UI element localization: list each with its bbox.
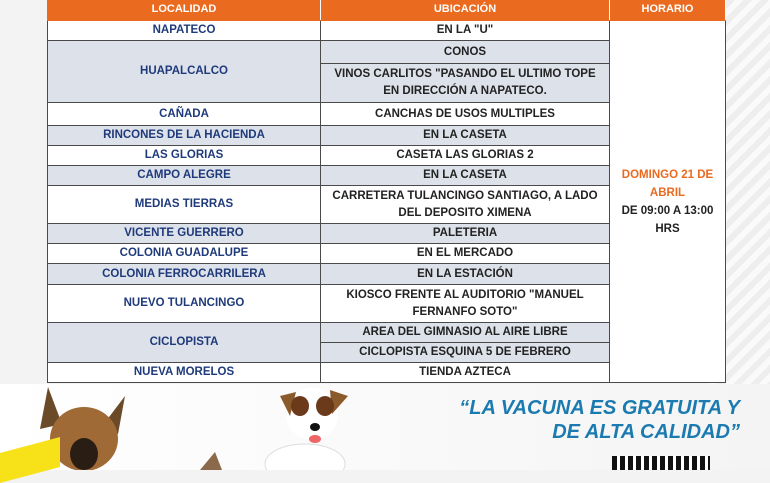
ubicacion-cell: EN LA ESTACIÓN — [321, 264, 610, 285]
slogan-line-2: DE ALTA CALIDAD” — [552, 421, 740, 443]
localidad-cell: CAÑADA — [48, 103, 321, 126]
dogs-image — [0, 384, 420, 470]
ubicacion-cell: EN LA CASETA — [321, 126, 610, 146]
localidad-cell: CICLOPISTA — [48, 323, 321, 363]
ubicacion-cell: EN LA CASETA — [321, 166, 610, 186]
localidad-cell: NUEVO TULANCINGO — [48, 285, 321, 323]
ubicacion-cell: EN EL MERCADO — [321, 244, 610, 264]
table-header — [48, 0, 726, 21]
horario-date: DOMINGO 21 DE ABRIL — [621, 168, 714, 199]
ubicacion-cell: CARRETERA TULANCINGO SANTIAGO, A LADO DEL DEPOSITO XIMENA — [321, 186, 610, 224]
small-dog — [200, 452, 222, 470]
ubicacion-cell: PALETERIA — [321, 224, 610, 244]
localidad-cell: LAS GLORIAS — [48, 146, 321, 166]
horario-time: DE 09:00 A 13:00 HRS — [621, 204, 714, 235]
localidad-cell: NUEVA MORELOS — [48, 363, 321, 383]
ubicacion-cell: TIENDA AZTECA — [321, 363, 610, 383]
header-horario: HORARIO — [610, 0, 726, 21]
schedule-table — [47, 0, 726, 383]
ubicacion-cell: EN LA "U" — [321, 21, 610, 41]
slogan-quote — [459, 396, 740, 444]
localidad-cell: VICENTE GUERRERO — [48, 224, 321, 244]
ubicacion-cell: AREA DEL GIMNASIO AL AIRE LIBRE — [321, 323, 610, 343]
localidad-cell: COLONIA GUADALUPE — [48, 244, 321, 264]
ubicacion-cell: KIOSCO FRENTE AL AUDITORIO "MANUEL FERNANFO SOTO" — [321, 285, 610, 323]
horario-cell — [610, 21, 726, 383]
ubicacion-cell: CANCHAS DE USOS MULTIPLES — [321, 103, 610, 126]
slogan-line-1: “LA VACUNA ES GRATUITA Y — [459, 397, 740, 419]
ubicacion-cell: CASETA LAS GLORIAS 2 — [321, 146, 610, 166]
jack-russell-dog — [265, 388, 348, 470]
localidad-cell: HUAPALCALCO — [48, 41, 321, 103]
qr-code[interactable] — [612, 456, 710, 470]
localidad-cell: COLONIA FERROCARRILERA — [48, 264, 321, 285]
localidad-cell: NAPATECO — [48, 21, 321, 41]
ubicacion-cell: CONOS — [321, 41, 610, 64]
ubicacion-cell: VINOS CARLITOS "PASANDO EL ULTIMO TOPE EN DIRECCIÓN A NAPATECO. — [321, 64, 610, 103]
localidad-cell: CAMPO ALEGRE — [48, 166, 321, 186]
localidad-cell: MEDIAS TIERRAS — [48, 186, 321, 224]
table-row — [48, 21, 726, 41]
header-ubicacion: UBICACIÓN — [321, 0, 610, 21]
ubicacion-cell: CICLOPISTA ESQUINA 5 DE FEBRERO — [321, 343, 610, 363]
header-localidad: LOCALIDAD — [48, 0, 321, 21]
localidad-cell: RINCONES DE LA HACIENDA — [48, 126, 321, 146]
